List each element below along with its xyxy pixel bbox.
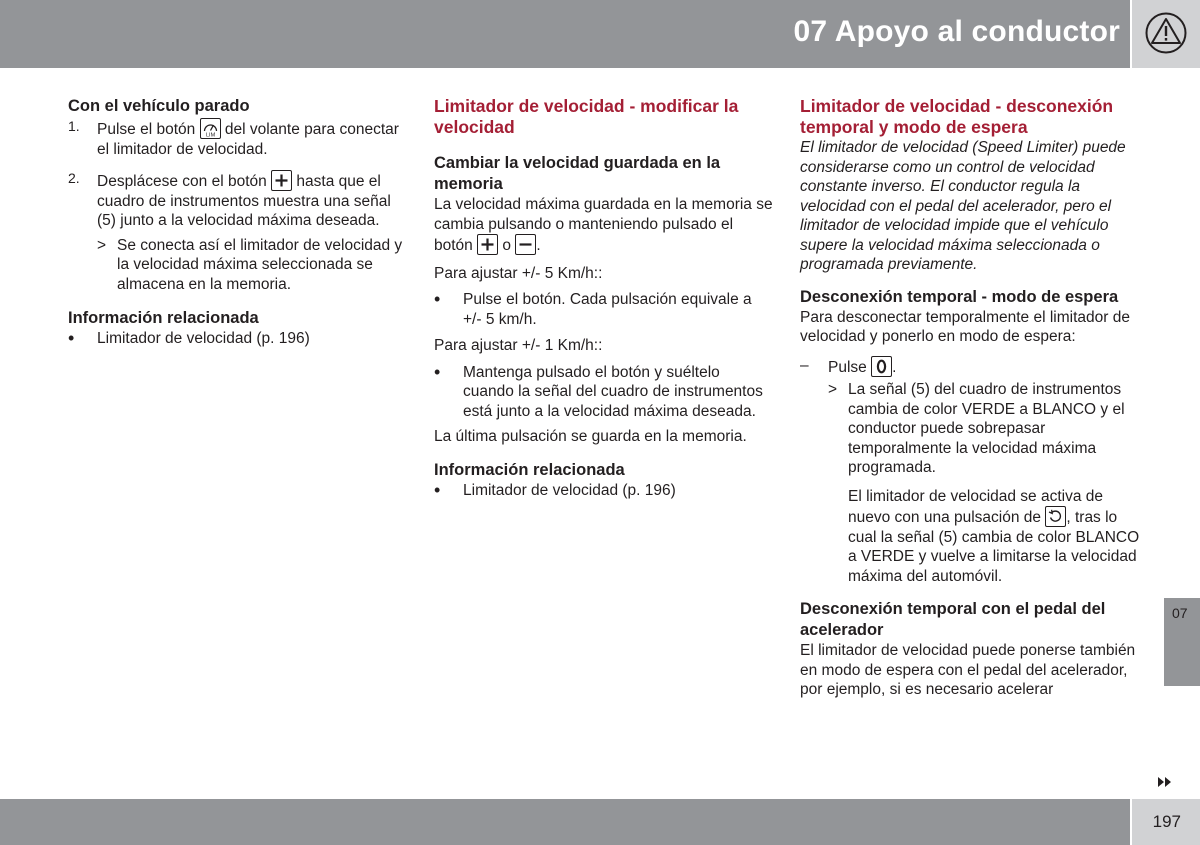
bullet: • [434, 479, 441, 500]
result-text-2-before: El limitador de velocidad se activa de nuevo con una pulsación de [848, 487, 1104, 526]
col3-intro: El limitador de velocidad (Speed Limiter) puede considerarse como un control de velocidad constante inverso. El conductor regula la velocidad con el pedal del acelerador, pero el limitador de velocidad impide que el vehículo supere la velocidad máxima seleccionada o programada previamente. [800, 139, 1126, 273]
result-marker: > [828, 381, 838, 398]
minus-icon [515, 234, 536, 255]
plus-icon [477, 234, 498, 255]
col2-heading: Limitador de velocidad - modificar la velocidad [434, 96, 739, 137]
list-item [434, 363, 774, 422]
step-text [97, 170, 408, 231]
intro-end: . [536, 237, 541, 254]
result-text [848, 380, 1145, 586]
plus-icon [271, 170, 292, 191]
related-link-text[interactable]: Limitador de velocidad (p. 196) [97, 330, 310, 347]
press-text [828, 356, 896, 378]
result-text-1: La señal (5) del cuadro de instrumentos cambia de color VERDE a BLANCO y el conductor puede sobrepasar temporalmente la velocidad máxima programada. [848, 381, 1125, 476]
pedal-heading: Desconexión temporal con el pedal del acelerador [800, 600, 1106, 639]
related-link[interactable] [68, 329, 408, 349]
chapter-title: 07 Apoyo al conductor [793, 15, 1120, 48]
intro-or: o [502, 237, 512, 254]
dash-marker: – [800, 356, 809, 374]
col1-heading: Con el vehículo parado [68, 97, 250, 115]
step-text-after: del volante para conectar el limitador de velocidad. [97, 121, 399, 158]
press-label: Pulse [828, 358, 867, 376]
list-item-text: Mantenga pulsado el botón y suéltelo cuando la señal del cuadro de instrumentos está junto a la velocidad máxima deseada. [463, 363, 763, 420]
related-link-text[interactable]: Limitador de velocidad (p. 196) [463, 481, 676, 499]
list-item [434, 290, 774, 329]
bullet: • [68, 328, 75, 348]
adjust5-label: Para ajustar +/- 5 Km/h:: [434, 264, 603, 282]
step-number: 1. [68, 118, 80, 134]
svg-text:LIM: LIM [205, 132, 215, 137]
warning-box [1132, 0, 1200, 68]
related-link[interactable] [434, 481, 774, 501]
chapter-side-tab-label: 07 [1172, 605, 1188, 621]
zero-icon [871, 356, 892, 377]
warning-triangle-icon [1144, 12, 1188, 54]
page-number: 197 [1152, 812, 1181, 831]
press-end: . [892, 358, 897, 376]
result-marker: > [97, 236, 107, 254]
col3-heading: Limitador de velocidad - desconexión temporal y modo de espera [800, 96, 1114, 137]
step-item [68, 170, 408, 231]
speed-limiter-icon [200, 118, 221, 139]
list-item-text: Pulse el botón. Cada pulsación equivale a +/- 5 km/h. [463, 291, 752, 328]
footer-bar [0, 799, 1130, 845]
press-step [800, 356, 1145, 378]
step-number: 2. [68, 170, 80, 186]
col1-related-heading: Información relacionada [68, 309, 259, 327]
standby-heading: Desconexión temporal - modo de espera [800, 287, 1119, 306]
column-1 [68, 96, 408, 349]
step-item [68, 118, 408, 159]
pedal-text: El limitador de velocidad puede ponerse también en modo de espera con el pedal del acelerador, por ejemplo, si es necesario acelerar [800, 642, 1136, 698]
step-text-after: hasta que el cuadro de instrumentos muestra una señal (5) junto a la velocidad máxima deseada. [97, 173, 391, 229]
result-text-2-after: , tras lo cual la señal (5) cambia de color BLANCO a VERDE y vuelve a limitarse la velocidad máxima del automóvil. [848, 509, 1140, 585]
last-press-text: La última pulsación se guarda en la memoria. [434, 428, 747, 445]
bullet: • [434, 289, 441, 309]
adjust1-label: Para ajustar +/- 1 Km/h:: [434, 337, 603, 354]
result-item [97, 236, 408, 295]
result-item [828, 380, 1145, 586]
step-text [97, 118, 408, 159]
double-arrow-right-icon[interactable] [1157, 776, 1173, 788]
col2-subheading: Cambiar la velocidad guardada en la memoria [434, 154, 721, 193]
step-text-before: Desplácese con el botón [97, 173, 267, 190]
column-2 [434, 96, 774, 500]
result-text: Se conecta así el limitador de velocidad y la velocidad máxima seleccionada se almacena en la memoria. [117, 236, 403, 293]
resume-icon [1045, 506, 1066, 527]
column-3 [800, 96, 1145, 700]
standby-intro: Para desconectar temporalmente el limitador de velocidad y ponerlo en modo de espera: [800, 308, 1130, 345]
col2-related-heading: Información relacionada [434, 460, 625, 479]
result-text-2 [848, 487, 1145, 587]
col2-intro [434, 195, 774, 256]
step-text-before: Pulse el botón [97, 121, 196, 138]
intro-text: La velocidad máxima guardada en la memoria se cambia pulsando o manteniendo pulsado el botón [434, 196, 773, 254]
bullet: • [434, 361, 441, 382]
